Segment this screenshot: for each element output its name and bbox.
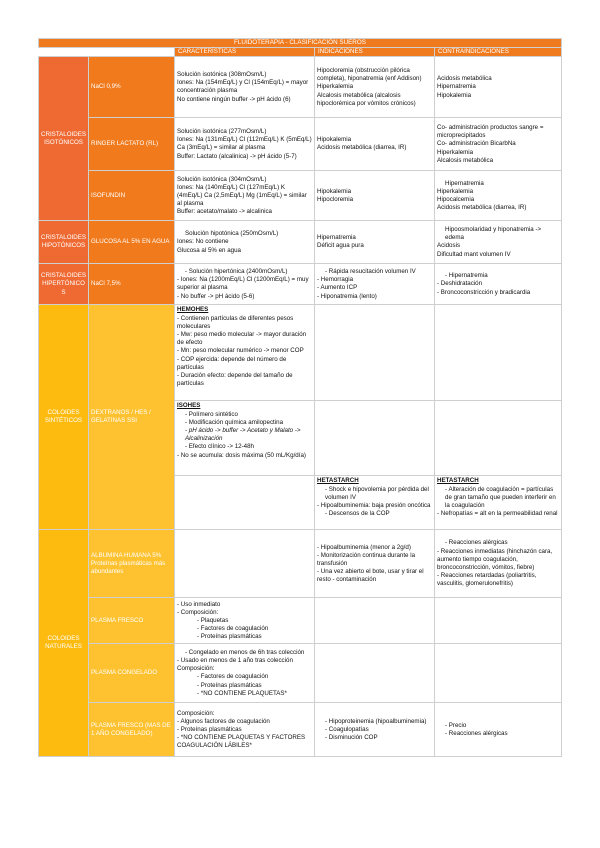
nacl75-characteristics: - Solución hipertónica (2400mOsm/L) - Iones: Na (1200mEq/L) Cl (1200mEq/L) = muy superior al plasma - No buffer -> pH ácido (5-6) <box>175 264 315 305</box>
isofundin-indications: Hipokalemia Hipocloremia <box>315 171 435 221</box>
isofundin-contraindications: Hipernatremia Hiperkalemia Hipocalcemia Acidosis metabólica (diarrea, IR) <box>435 171 562 221</box>
hetastarch-indications: HETASTARCH - Shock e hipovolemia por pérdida del volumen IV - Hipoalbuminemia: baja presión oncótica - Descensos de la COP <box>315 476 435 530</box>
nacl09-contraindications: Acidosis metabólica Hipernatremia Hipokalemia <box>435 57 562 118</box>
group-coloides-naturales: COLOIDES NATURALES <box>39 530 89 757</box>
group-coloides-sinteticos: COLOIDES SINTÉTICOS <box>39 305 89 530</box>
nacl09-characteristics: Solución isotónica (308mOsm/L) Iones: Na (154mEq/L) y Cl (154mEq/L) = mayor concentración plasma No contiene ningún buffer -> pH ácido (6) <box>175 57 315 118</box>
header-contraindications: CONTRAINDICACIONES <box>435 48 562 57</box>
hemohes-characteristics: HEMOHES - Contienen partículas de diferentes pesos moleculares - Mw: peso medio molecular -> mayor duración de efecto - Mn: peso molecular numérico -> menor COP - COP ejercida: depende del número de partículas - Duración efecto: depende del tamaño de partículas <box>175 305 315 401</box>
row-name-nacl75: NaCl 7,5% <box>89 264 175 305</box>
albumina-contraindications: - Reacciones alérgicas - Reacciones inmediatas (hinchazón cara, aumento tiempo coagulación, broncoconstricción, vómitos, fiebre) - Reacciones retardadas (poliartritis, vasculitis, glomerulonefritis) <box>435 530 562 598</box>
classification-table <box>38 38 562 757</box>
row-name-isofundin: ISOFUNDIN <box>89 171 175 221</box>
row-name-dextranos: DEXTRANOS / HES / GELATINAS SSI <box>89 305 175 530</box>
ringer-characteristics: Solución isotónica (277mOsm/L) Iones: Na (131mEq/L) Cl (112mEq/L) K (5mEq/L) Ca (3mEq/L) = similar al plasma Buffer: Lactato (alcalinica) -> pH ácido (5-7) <box>175 118 315 171</box>
glucosa-indications: Hipernatremia Déficit agua pura <box>315 221 435 264</box>
row-name-plasma-fresco: PLASMA FRESCO <box>89 598 175 644</box>
classification-sheet <box>38 38 561 757</box>
glucosa-contraindications: Hipoosmolaridad y hiponatremia -> edema Acidosis Dificultad mant volumen IV <box>435 221 562 264</box>
ringer-contraindications: Co- administración productos sangre = microprecipitados Co- administración BicarbNa Hiperkalemia Alcalosis metabólica <box>435 118 562 171</box>
group-cristaloides-hipertonicos: CRISTALOIDES HIPERTÓNICOS <box>39 264 89 305</box>
nacl75-indications: - Rápida resucitación volumen IV - Hemorragia - Aumento ICP - Hiponatremia (lento) <box>315 264 435 305</box>
row-name-ringer: RINGER LACTATO (RL) <box>89 118 175 171</box>
plasma-fresco-characteristics: - Uso inmediato - Composición: - Plaquetas - Factores de coagulación - Proteínas plasmáticas <box>175 598 315 644</box>
row-name-nacl09: NaCl 0,9% <box>89 57 175 118</box>
row-name-plasma-mas-un-ano: PLASMA FRESCO (MAS DE 1 AÑO CONGELADO) <box>89 703 175 757</box>
sheet-title: FLUIDOTERAPIA - CLASIFICACIÓN SUEROS <box>39 39 562 48</box>
plasma-mas-contraindications: - Precio - Reacciones alérgicas <box>435 703 562 757</box>
row-name-glucosa: GLUCOSA AL 5% EN AGUA <box>89 221 175 264</box>
isohes-characteristics: ISOHES - Polímero sintético - Modificación química amilopectina - pH ácido -> buffer -> Acetato y Malato -> Alcalinización - Efecto clínico -> 12-48h - No se acumula: dosis máxima (50 mL/Kg/día) <box>175 401 315 476</box>
group-cristaloides-isotonicos: CRISTALOIDES ISOTÓNICOS <box>39 57 89 221</box>
nacl75-contraindications: - Hipernatremia - Deshidratación - Broncoconstricción y bradicardia <box>435 264 562 305</box>
group-cristaloides-hipotonicos: CRISTALOIDES HIPOTÓNICOS <box>39 221 89 264</box>
nacl09-indications: Hipocloremia (obstrucción pilórica completa), hiponatremia (enf Addison) Hiperkalemia Alcalosis metabólica (alcalosis hipoclorémica por vómitos crónicos) <box>315 57 435 118</box>
row-name-plasma-congelado: PLASMA CONGELADO <box>89 644 175 703</box>
isofundin-characteristics: Solución isotónica (304mOsm/L) Iones: Na (140mEq/L) Cl (127mEq/L) K (4mEq/L) Ca (2,5mEq/L) Mg (1mEq/L) = similar al plasma Buffer: acetato/malato -> alcalinica <box>175 171 315 221</box>
ringer-indications: Hipokalemia Acidosis metabólica (diarrea, IR) <box>315 118 435 171</box>
albumina-indications: - Hipoalbuminemia (menor a 2g/d) - Monitorización continua durante la transfusión - Una vez abierto el bote, usar y tirar el resto - contaminación <box>315 530 435 598</box>
plasma-mas-characteristics: Composición: - Algunos factores de coagulación - Proteínas plasmáticas - *NO CONTIENE PLAQUETAS Y FACTORES COAGULACIÓN LÁBILES* <box>175 703 315 757</box>
header-indications: INDICACIONES <box>315 48 435 57</box>
row-name-albumina: ALBUMINA HUMANA 5% Proteínas plasmáticas más abundantes <box>89 530 175 598</box>
hetastarch-contraindications: HETASTARCH - Alteración de coagulación = partículas de gran tamaño que pueden interferir en la coagulación - Nefropatías = alt en la permeabilidad renal <box>435 476 562 530</box>
glucosa-characteristics: Solución hipotónica (250mOsm/L) Iones: No contiene Glucosa al 5% en agua <box>175 221 315 264</box>
plasma-mas-indications: - Hipoproteinemia (hipoalbuminemia) - Coagulopatías - Disminución COP <box>315 703 435 757</box>
header-characteristics: CARACTERÍSTICAS <box>175 48 315 57</box>
plasma-congelado-characteristics: - Congelado en menos de 6h tras colección - Usado en menos de 1 año tras colección Composición: - Factores de coagulación - Proteínas plasmáticas - *NO CONTIENE PLAQUETAS* <box>175 644 315 703</box>
